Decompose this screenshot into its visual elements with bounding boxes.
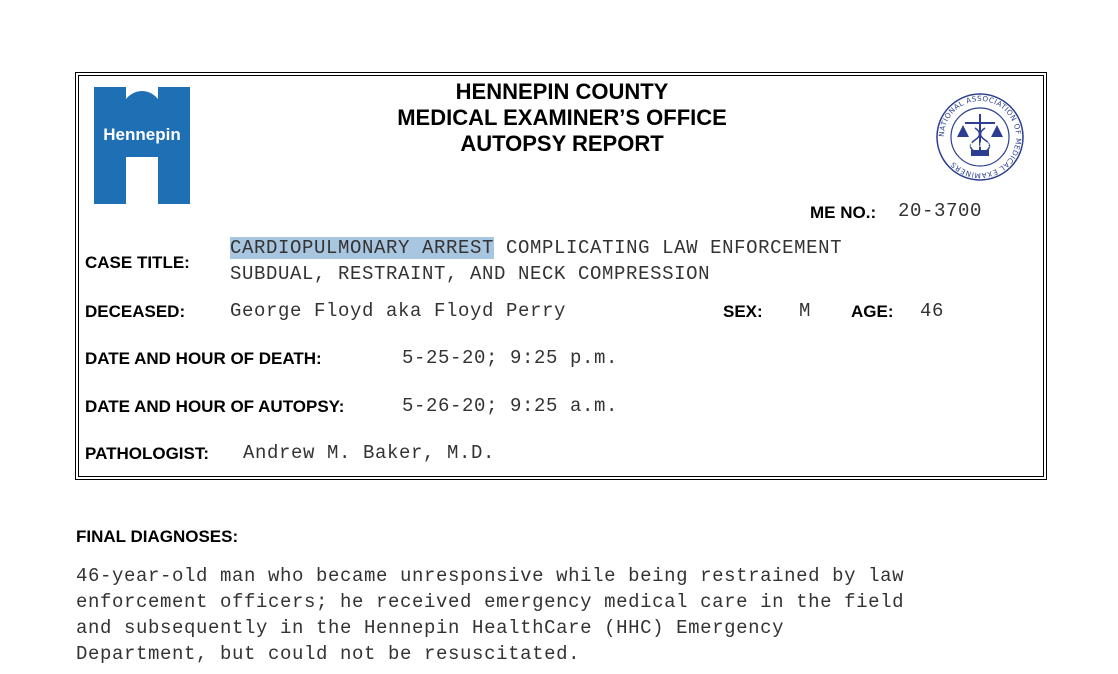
deceased-label: DECEASED:: [85, 302, 186, 321]
death-label: DATE AND HOUR OF DEATH:: [85, 349, 322, 368]
logo-text: Hennepin: [103, 125, 181, 144]
seal-initials: NAME: [970, 142, 990, 149]
sex-label: SEX:: [723, 302, 763, 321]
diagnoses-line-1: 46-year-old man who became unresponsive while being restrained by law: [76, 565, 905, 587]
header-office: MEDICAL EXAMINER’S OFFICE: [397, 105, 727, 130]
case-title-line-2: SUBDUAL, RESTRAINT, AND NECK COMPRESSION: [230, 263, 711, 285]
header-report-type: AUTOPSY REPORT: [460, 131, 664, 156]
me-no-label: ME NO.:: [810, 203, 877, 222]
name-seal-logo: [935, 92, 1025, 182]
diagnoses-line-2: enforcement officers; he received emergency medical care in the field: [76, 591, 905, 613]
hennepin-logo: [94, 87, 190, 204]
death-value: 5-25-20; 9:25 p.m.: [402, 347, 619, 369]
sex-value: M: [799, 300, 812, 322]
pathologist-value: Andrew M. Baker, M.D.: [243, 442, 496, 464]
header-county: HENNEPIN COUNTY: [455, 79, 669, 104]
case-title-line-1: [230, 237, 842, 259]
case-title-label: CASE TITLE:: [85, 253, 190, 272]
final-diagnoses-heading: FINAL DIAGNOSES:: [76, 527, 239, 546]
case-title-line-1-rest: COMPLICATING LAW ENFORCEMENT: [494, 237, 843, 259]
seal-ring-text: NATIONAL ASSOCIATION OF MEDICAL EXAMINERS: [936, 93, 1024, 181]
diagnoses-line-4: Department, but could not be resuscitated.: [76, 643, 581, 665]
me-no-value: 20-3700: [898, 200, 983, 222]
pathologist-label: PATHOLOGIST:: [85, 444, 210, 463]
deceased-value: George Floyd aka Floyd Perry: [230, 300, 567, 322]
age-label: AGE:: [851, 302, 894, 321]
autopsy-value: 5-26-20; 9:25 a.m.: [402, 395, 619, 417]
autopsy-label: DATE AND HOUR OF AUTOPSY:: [85, 397, 345, 416]
case-title-highlighted-text: CARDIOPULMONARY ARREST: [230, 237, 495, 259]
diagnoses-line-3: and subsequently in the Hennepin HealthCare (HHC) Emergency: [76, 617, 785, 639]
age-value: 46: [920, 300, 945, 322]
